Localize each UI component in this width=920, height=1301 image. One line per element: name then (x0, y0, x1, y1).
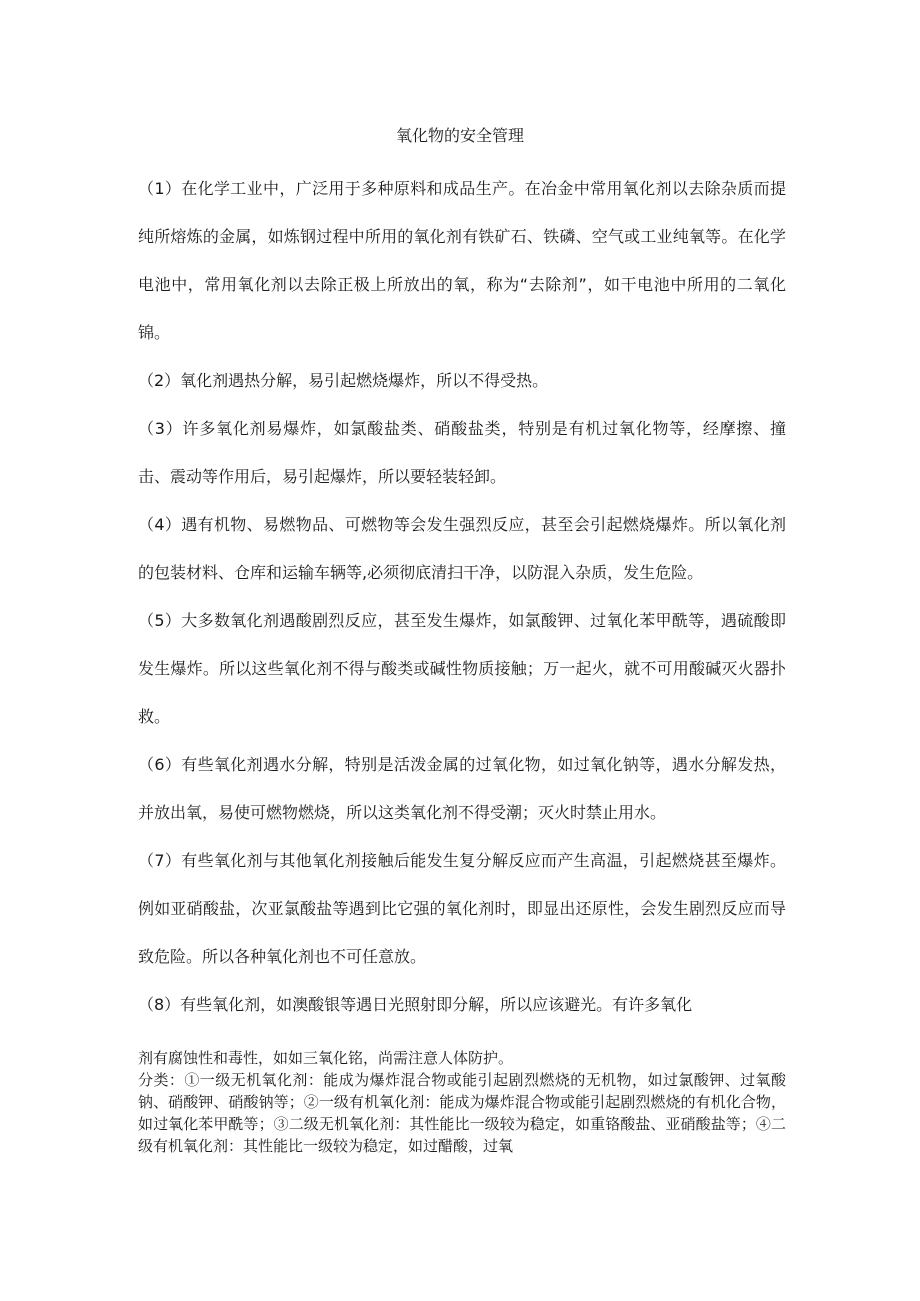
paragraph-3: （3）许多氧化剂易爆炸，如氯酸盐类、硝酸盐类，特别是有机过氧化物等，经摩擦、撞击、震动等作用后，易引起爆炸，所以要轻装轻卸。 (138, 419, 786, 486)
paragraph-4: （4）遇有机物、易燃物品、可燃物等会发生强烈反应，甚至会引起燃烧爆炸。所以氧化剂的包装材料、仓库和运输车辆等,必须彻底清扫干净，以防混入杂质，发生危险。 (138, 515, 786, 582)
paragraph-6: （6）有些氧化剂遇水分解，特别是活泼金属的过氧化物，如过氧化钠等，遇水分解发热，并放出氧，易使可燃物燃烧，所以这类氧化剂不得受潮；灭火时禁止用水。 (138, 755, 786, 822)
paragraph-2: （2）氧化剂遇热分解，易引起燃烧爆炸，所以不得受热。 (138, 371, 549, 390)
paragraph-1: （1）在化学工业中，广泛用于多种原料和成品生产。在冶金中常用氧化剂以去除杂质而提纯所熔炼的金属，如炼钢过程中所用的氧化剂有铁矿石、铁磷、空气或工业纯氧等。在化学电池中，常用氧化剂以去除正极上所放出的氧，称为“去除剂”，如干电池中所用的二氧化锦。 (138, 179, 786, 342)
classification-paragraph: 分类：①一级无机氧化剂：能成为爆炸混合物或能引起剧烈燃烧的无机物，如过氯酸钾、过氧酸钠、硝酸钾、硝酸钠等；②一级有机氧化剂：能成为爆炸混合物或能引起剧烈燃烧的有机化合物，如过氧化苯甲酰等；③二级无机氧化剂：其性能比一级较为稳定，如重铬酸盐、亚硝酸盐等；④二级有机氧化剂：其性能比一级较为稳定，如过醋酸，过氧 (138, 1071, 786, 1155)
paragraph-8: （8）有些氧化剂，如澳酸银等遇日光照射即分解，所以应该避光。有许多氧化 (138, 995, 693, 1014)
paragraph-7: （7）有些氧化剂与其他氧化剂接触后能发生复分解反应而产生高温，引起燃烧甚至爆炸。例如亚硝酸盐，次亚氯酸盐等遇到比它强的氧化剂时，即显出还原性，会发生剧烈反应而导致危险。所以各种氧化剂也不可任意放。 (138, 851, 786, 966)
paragraph-5: （5）大多数氧化剂遇酸剧烈反应，甚至发生爆炸，如氯酸钾、过氧化苯甲酰等，遇硫酸即发生爆炸。所以这些氧化剂不得与酸类或碱性物质接触；万一起火，就不可用酸碱灭火器扑救。 (138, 611, 786, 726)
document-title: 氧化物的安全管理 (395, 126, 524, 145)
paragraph-8-continuation: 剂有腐蚀性和毒性，如如三氧化铭，尚需注意人体防护。 (138, 1049, 514, 1067)
